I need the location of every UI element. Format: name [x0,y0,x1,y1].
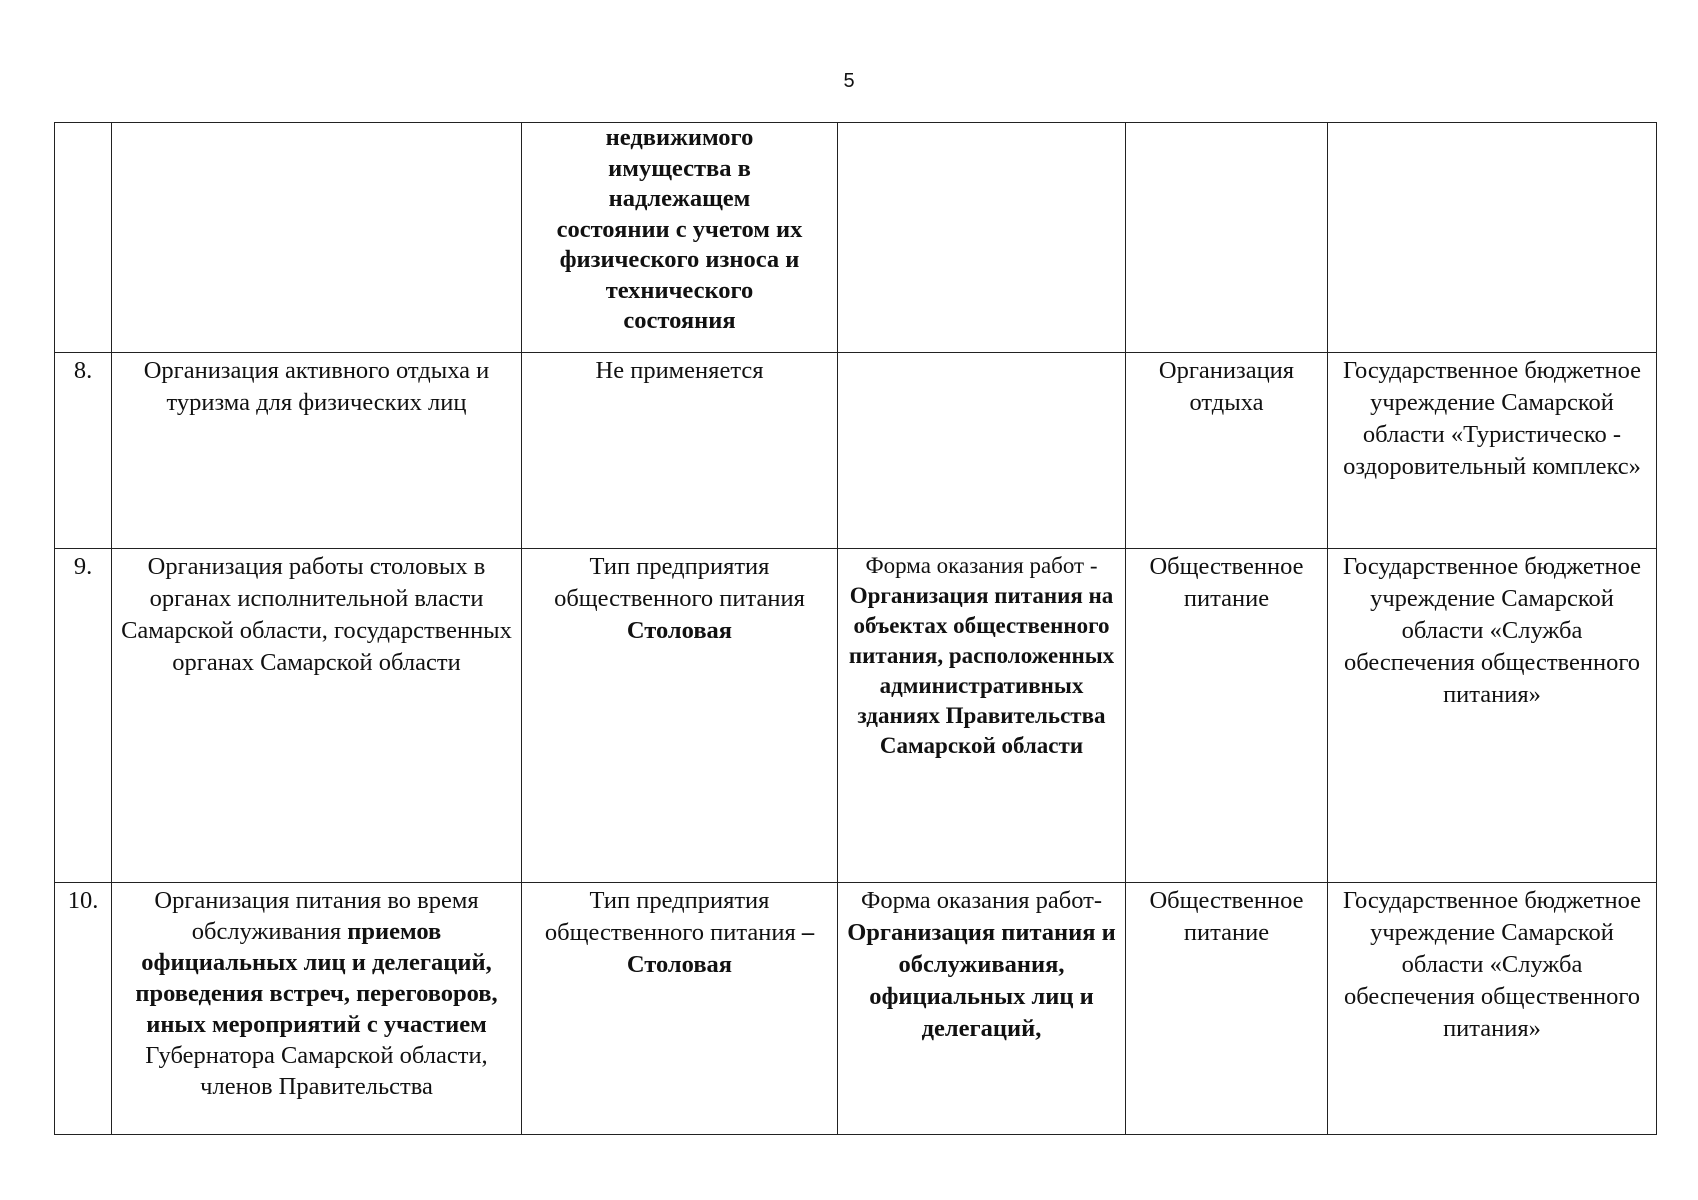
cell-institution [1328,123,1657,353]
cell-sphere: Организация отдыха [1126,353,1328,549]
cell-indicator: Не применяется [522,353,838,549]
cell-sphere [1126,123,1328,353]
cell-number: 8. [55,353,112,549]
cell-activity [112,883,522,1135]
indicator-line: надлежащем [608,185,751,212]
page-number: 5 [843,70,855,92]
cell-form [838,883,1126,1135]
cell-activity: Организация работы столовых в органах исполнительной власти Самарской области, государственных органах Самарской области [112,549,522,883]
cell-indicator [522,549,838,883]
indicator-text: Тип предприятия общественного питания [544,887,796,946]
indicator-line: имущества в [608,154,751,182]
indicator-value: Столовая [626,617,733,644]
form-value: Организация питания и обслуживания, официальных лиц и делегаций, [847,919,1116,1042]
indicator-line: физического износа и [559,246,800,273]
cell-form [838,123,1126,353]
indicator-text: Тип предприятия общественного питания [554,553,805,612]
indicator-line: состоянии с учетом их [556,215,803,243]
cell-activity: Организация активного отдыха и туризма для физических лиц [112,353,522,549]
indicator-line: недвижимого [605,124,754,151]
cell-institution: Государственное бюджетное учреждение Самарской области «Служба обеспечения общественного питания» [1328,883,1657,1135]
cell-form [838,549,1126,883]
cell-number [55,123,112,353]
cell-number: 10. [55,883,112,1135]
activity-text: Организация питания во время обслуживания [154,887,479,945]
cell-institution: Государственное бюджетное учреждение Самарской области «Служба обеспечения общественного питания» [1328,549,1657,883]
form-text: Форма оказания работ- [860,887,1103,914]
cell-activity [112,123,522,353]
cell-sphere: Общественное питание [1126,549,1328,883]
cell-indicator [522,883,838,1135]
cell-indicator [522,123,838,353]
form-text: Форма оказания работ - [865,553,1098,578]
activity-text-suffix: Губернатора Самарской области, членов Правительства [145,1042,488,1100]
indicator-line: технического [605,276,754,304]
services-table [54,122,1657,1135]
cell-institution: Государственное бюджетное учреждение Самарской области «Туристическо - оздоровительный комплекс» [1328,353,1657,549]
indicator-line: состояния [623,307,736,334]
activity-emphasis: приемов официальных лиц и делегаций, проведения встреч, переговоров, иных мероприятий с участием [135,918,498,1038]
table-row-10 [55,883,1657,1135]
cell-number: 9. [55,549,112,883]
cell-sphere: Общественное питание [1126,883,1328,1135]
cell-form [838,353,1126,549]
table-row-continuation [55,123,1657,353]
table-row-9 [55,549,1657,883]
indicator-value: – Столовая [626,919,815,978]
table-row-8 [55,353,1657,549]
form-value: Организация питания на объектах общественного питания, расположенных административных зданиях Правительства Самарской области [848,583,1115,758]
